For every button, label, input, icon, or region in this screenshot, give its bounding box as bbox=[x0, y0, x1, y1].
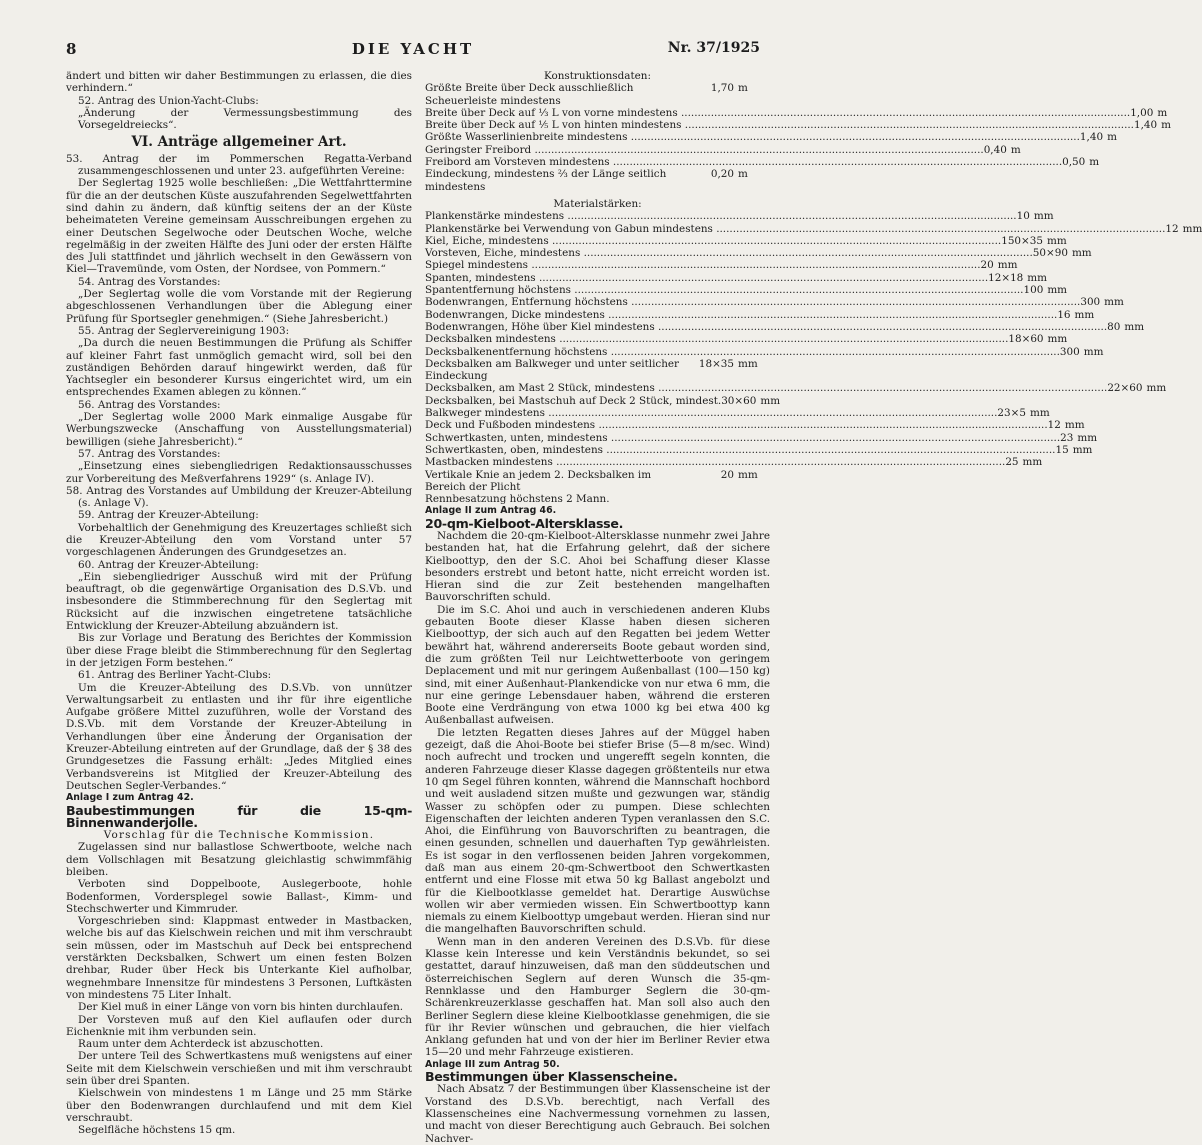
material-unit: mm bbox=[738, 357, 758, 370]
spec-label: Breite über Deck auf ⅕ L von hinten mindestens ..... bbox=[425, 119, 1134, 131]
material-label: Bodenwrangen, Dicke mindestens ..... bbox=[425, 309, 1057, 321]
material-unit: mm bbox=[997, 259, 1018, 272]
rule-paragraph: Zugelassen sind nur ballastlose Schwertboote, welche nach dem Vollschlagen mit Besatzung gleichlastig schwimmfähig bleiben. bbox=[66, 841, 412, 878]
spec-value: 0,20 bbox=[710, 168, 734, 181]
material-label: Kiel, Eiche, mindestens ..... bbox=[425, 235, 1001, 247]
material-row bbox=[425, 234, 1067, 247]
spec-row bbox=[425, 168, 770, 193]
material-unit: mm bbox=[1083, 345, 1104, 358]
spec-row bbox=[425, 119, 1171, 132]
motion-61-heading: 61. Antrag des Berliner Yacht-Clubs: bbox=[78, 669, 272, 682]
motion-57-heading: 57. Antrag des Vorstandes: bbox=[78, 447, 221, 460]
material-value: 300 bbox=[1059, 345, 1080, 358]
motion-56-body: „Der Seglertag wolle 2000 Mark einmalige Ausgabe für Werbungszwecke (Anschaffung von Ausstellungsmaterial) bewilligen (siehe Jahresbericht).“ bbox=[66, 411, 412, 448]
material-label: Schwertkasten, unten, mindestens ..... bbox=[425, 432, 1060, 444]
motion-59-heading: 59. Antrag der Kreuzer-Abteilung: bbox=[78, 509, 259, 522]
motion-57-body: „Einsetzung eines siebengliedrigen Redaktionsausschusses zur Vorbereitung des Meßverfahrens 1929“ (s. Anlage IV). bbox=[66, 460, 412, 485]
material-label: Balkweger mindestens ..... bbox=[425, 407, 997, 419]
material-value: 18×35 bbox=[698, 357, 734, 370]
material-value: 12 bbox=[1165, 222, 1179, 235]
material-row bbox=[425, 407, 1050, 420]
motion-52-heading: 52. Antrag des Union-Yacht-Clubs: bbox=[78, 94, 259, 107]
material-unit: mm bbox=[1046, 234, 1067, 247]
material-unit: mm bbox=[1124, 320, 1145, 333]
spec-label: Geringster Freibord ..... bbox=[425, 144, 984, 156]
paragraph: Wenn man in den anderen Vereinen des D.S.Vb. für diese Klasse kein Interesse und kein Verständnis bekundet, so sei gestattet, darauf hinzuweisen, daß man den süddeutschen und österreichischen Seglern auf deren Wunsch die 35-qm-Rennklasse und den Hamburger Seglern die 30-qm-Schärenkreuzerklasse geschaffen hat. Man soll also auch den Berliner Seglern diese kleine Kielbootklasse genehmigen, die sie für ihr Revier wünschen und gebrauchen, die hier vielfach Anklang gefunden hat und von der hier im Berliner Revier etwa 15—20 und mehr Fahrzeuge existieren. bbox=[425, 935, 770, 1059]
material-label: Decksbalken mindestens ..... bbox=[425, 333, 1008, 345]
material-label: Decksbalken, am Mast 2 Stück, mindestens ..... bbox=[425, 382, 1107, 394]
material-row bbox=[425, 210, 1054, 223]
material-value: 25 bbox=[1005, 456, 1019, 469]
material-row bbox=[425, 431, 1098, 444]
spec-value: 1,40 bbox=[1133, 119, 1158, 132]
material-value: 16 bbox=[1057, 308, 1071, 321]
rule-paragraph: Kielschwein von mindestens 1 m Länge und 25 mm Stärke über den Bodenwrangen durchlaufend und mit dem Kiel verschraubt. bbox=[66, 1087, 412, 1124]
annex-1-subtitle: Vorschlag für die Technische Kommission. bbox=[103, 829, 375, 842]
material-row bbox=[425, 259, 1018, 272]
rule-paragraph: Der untere Teil des Schwertkastens muß wenigstens auf einer Seite mit dem Kielschwein verschießen und mit ihm verschraubt sein über drei Spanten. bbox=[66, 1050, 412, 1088]
motion-55-body: „Da durch die neuen Bestimmungen die Prüfung als Schiffer auf kleiner Fahrt fast unmöglich gemacht wird, soll bei den zuständigen Behörden darauf hingewirkt werden, daß für Yachtsegler ein besonderer Kursus eingerichtet wird, um ein entsprechendes Examen ablegen zu können.“ bbox=[66, 337, 412, 399]
material-row bbox=[425, 358, 770, 383]
material-unit: mm bbox=[760, 394, 781, 407]
spec-unit: m bbox=[1089, 156, 1100, 169]
material-row bbox=[425, 320, 1145, 333]
material-value: 23 bbox=[1060, 431, 1074, 444]
material-label: Decksbalken, bei Mastschuh auf Deck 2 Stück, mindest. bbox=[425, 394, 722, 407]
material-value: 12×18 bbox=[988, 271, 1024, 284]
journal-title: DIE YACHT bbox=[351, 40, 475, 58]
spec-value: 0,50 bbox=[1062, 156, 1086, 169]
material-value: 100 bbox=[1023, 284, 1044, 297]
material-unit: mm bbox=[1047, 284, 1068, 297]
material-label: Plankenstärke mindestens ..... bbox=[425, 210, 1017, 222]
spec-row bbox=[425, 143, 1021, 156]
spec-row bbox=[425, 82, 770, 107]
material-heading: Materialstärken: bbox=[553, 197, 642, 210]
material-unit: mm bbox=[1033, 210, 1054, 223]
material-unit: mm bbox=[1074, 308, 1095, 321]
material-label: Deck und Fußboden mindestens ..... bbox=[425, 419, 1048, 431]
material-unit: mm bbox=[1077, 431, 1098, 444]
paragraph: Die im S.C. Ahoi und auch in verschiedenen anderen Klubs gebauten Boote dieser Klasse haben diesen sicheren Kielboottyp, der sich auch auf den Regatten bei jedem Wetter bewährt hat, während andererseits Boote gebaut worden sind, die zum größten Teil nur Leichtwetterboote von geringem Deplacement und mit nur geringem Außenballast (100—150 kg) sind, mit einer Außenhaut-Plankendicke von nur etwa 6 mm, die nur eine geringe Lebensdauer haben, während die ersteren Boote eine Verdrängung von etwa 1000 kg bei etwa 400 kg Außenballast aufweisen. bbox=[425, 603, 770, 727]
material-label: Spanten, mindestens ..... bbox=[425, 272, 988, 284]
motion-56-heading: 56. Antrag des Vorstandes: bbox=[78, 398, 221, 411]
material-label: Vertikale Knie an jedem 2. Decksbalken im Bereich der Plicht bbox=[425, 468, 652, 493]
construction-data-heading: Konstruktionsdaten: bbox=[543, 70, 652, 82]
spec-row bbox=[425, 106, 1168, 119]
spec-value: 1,40 bbox=[1079, 131, 1104, 144]
material-value: 30×60 bbox=[721, 394, 757, 407]
issue-number: Nr. 37/1925 bbox=[667, 40, 760, 56]
crew-rule: Rennbesatzung höchstens 2 Mann. bbox=[425, 493, 610, 506]
material-unit: mm bbox=[1047, 333, 1068, 346]
paragraph: Die letzten Regatten dieses Jahres auf der Müggel haben gezeigt, daß die Ahoi-Boote bei stiefer Brise (5—8 m/sec. Wind) noch aufrecht und trocken und ungerefft segeln konnten, die anderen Fahrzeuge dieser Klasse dagegen größtenteils nur etwa 10 qm Segel führen konnten, während die Mannschaft hochbord und weit ausladend sitzen mußte und gezwungen war, ständig Wasser zu schöpfen oder zu pumpen. Diese schlechten Eigenschaften der leichten anderen Typen veranlassen den S.C. Ahoi, die Einführung von Bauvorschriften zu beantragen, die einen gesunden, schnellen und dauerhaften Typ gewährleisten. Es ist sogar in den verflossenen beiden Jahren vorgekommen, daß man aus einem 20-qm-Schwertboot den Schwertkasten entfernt und eine Flosse mit etwa 50 kg Ballast angebolzt und für die Kielbootklasse gemeldet hat. Derartige Auswüchse wollen wir aber vermieden wissen. Ein Schwertboottyp kann niemals zu einem Kielboottyp umgebaut werden. Hieran sind nur die mangelhaften Bauvorschriften schuld. bbox=[425, 726, 770, 936]
material-label: Plankenstärke bei Verwendung von Gabun mindestens ..... bbox=[425, 223, 1165, 235]
spec-value: 1,70 bbox=[710, 82, 734, 95]
material-row bbox=[425, 271, 1048, 284]
spec-label: Freibord am Vorsteven mindestens ..... bbox=[425, 156, 1062, 168]
motion-53-heading: 53. Antrag der im Pommerschen Regatta-Verband zusammengeschlossenen und unter 23. aufgeführten Vereine: bbox=[66, 152, 412, 178]
material-row bbox=[425, 469, 770, 494]
motion-60-body-2: Bis zur Vorlage und Beratung des Berichtes der Kommission über diese Frage bleibt die Stimmberechnung für den Seglertag in der jetzigen Form bestehen.“ bbox=[66, 632, 412, 669]
material-row bbox=[425, 419, 1085, 432]
material-value: 22×60 bbox=[1107, 382, 1143, 395]
annex-1-title: Baubestimmungen für die 15-qm-Binnenwanderjolle. bbox=[66, 802, 412, 830]
material-value: 20 bbox=[980, 259, 994, 272]
paragraph: ändert und bitten wir daher Bestimmungen zu erlassen, die dies verhindern.“ bbox=[66, 70, 412, 95]
motion-60-heading: 60. Antrag der Kreuzer-Abteilung: bbox=[78, 558, 259, 571]
material-value: 10 bbox=[1016, 210, 1030, 223]
motion-54-body: „Der Seglertag wolle die vom Vorstande mit der Regierung abgeschlossenen Verhandlungen über die Ablegung einer Prüfung für Sportsegler genehmigen.“ (Siehe Jahresbericht.) bbox=[66, 288, 412, 325]
rule-paragraph: Der Kiel muß in einer Länge von vorn bis hinten durchlaufen. bbox=[78, 1001, 404, 1014]
paragraph: Nach Absatz 7 der Bestimmungen über Klassenscheine ist der Vorstand des D.S.Vb. berechtigt, nach Verfall des Klassenscheines eine Nachvermessung vornehmen zu lassen, und macht von dieser Berechtigung auch Gebrauch. Bei solchen Nachver- bbox=[425, 1083, 770, 1145]
section-heading: VI. Anträge allgemeiner Art. bbox=[131, 134, 347, 151]
rule-paragraph: Raum unter dem Achterdeck ist abzuschotten. bbox=[78, 1038, 324, 1051]
material-label: Mastbacken mindestens ..... bbox=[425, 456, 1005, 468]
spec-unit: m bbox=[1107, 131, 1117, 144]
rule-paragraph: Verboten sind Doppelboote, Auslegerboote, hohle Bodenformen, Vordersplegel sowie Ballast-, Kimm- und Stechschwerter und Kimmruder. bbox=[66, 878, 412, 915]
annex-3-title: Bestimmungen über Klassenscheine. bbox=[425, 1069, 678, 1085]
motion-54-heading: 54. Antrag des Vorstandes: bbox=[78, 275, 221, 288]
material-value: 12 bbox=[1047, 419, 1061, 432]
material-unit: mm bbox=[1182, 222, 1202, 235]
left-column bbox=[66, 70, 412, 1137]
spec-label: Eindeckung, mindestens ⅔ der Länge seitlich mindestens bbox=[425, 168, 667, 193]
spec-label: Größte Wasserlinienbreite mindestens ..... bbox=[425, 131, 1080, 143]
material-label: Spantentfernung höchstens ..... bbox=[425, 284, 1023, 296]
material-unit: mm bbox=[1027, 271, 1048, 284]
spec-row bbox=[425, 156, 1100, 169]
spec-unit: m bbox=[738, 168, 748, 181]
material-value: 18×60 bbox=[1008, 333, 1044, 346]
material-row bbox=[425, 394, 781, 407]
annex-2-label: Anlage II zum Antrag 46. bbox=[425, 505, 557, 517]
spec-label: Breite über Deck auf ⅓ L von vorne mindestens ..... bbox=[425, 107, 1130, 119]
material-label: Bodenwrangen, Höhe über Kiel mindestens ..... bbox=[425, 321, 1107, 333]
spec-label: Größte Breite über Deck ausschließlich Scheuerleiste mindestens bbox=[425, 82, 634, 107]
material-row bbox=[425, 443, 1093, 456]
construction-data-table bbox=[425, 82, 1171, 193]
material-row bbox=[425, 308, 1095, 321]
material-value: 80 bbox=[1107, 320, 1121, 333]
paragraph: Nachdem die 20-qm-Kielboot-Altersklasse nunmehr zwei Jahre bestanden hat, hat die Erfahrung gelehrt, daß der sichere Kielboottyp, den der S.C. Ahoi bei Schaffung dieser Klasse besonders erstrebt und betont hatte, nicht erreicht worden ist. Hieran sind die zur Zeit bestehenden mangelhaften Bauvorschriften schuld. bbox=[425, 529, 770, 604]
material-unit: mm bbox=[1022, 456, 1043, 469]
rule-paragraph: Vorgeschrieben sind: Klappmast entweder in Mastbacken, welche bis auf das Kielschwein reichen und mit ihm verschraubt sein müssen, oder im Mastschuh auf Deck bei entsprechend verstärkten Decksbalken, Schwert um einen festen Bolzen drehbar, Ruder über Heck bis Unterkante Kiel aufholbar, wegnehmbare Innensitze für mindestens 3 Personen, Luftkästen von mindestens 75 Liter Inhalt. bbox=[66, 915, 412, 1001]
material-unit: mm bbox=[1064, 419, 1085, 432]
material-value: 15 bbox=[1055, 443, 1069, 456]
material-unit: mm bbox=[1104, 296, 1124, 309]
material-row bbox=[425, 333, 1068, 346]
material-value: 50×90 bbox=[1032, 247, 1068, 260]
material-label: Schwertkasten, oben, mindestens ..... bbox=[425, 444, 1055, 456]
spec-unit: m bbox=[1010, 143, 1021, 156]
motion-60-body: „Ein siebengliedriger Ausschuß wird mit der Prüfung beauftragt, ob die gegenwärtige Organisation des D.S.Vb. und insbesondere die Stimmberechnung für den Seglertag mit Rücksicht auf die inzwischen eingetretene tatsächliche Entwicklung der Kreuzer-Abteilung abzuändern ist. bbox=[66, 570, 412, 633]
spec-value: 1,00 bbox=[1130, 106, 1154, 119]
material-row bbox=[425, 456, 1043, 469]
annex-1-label: Anlage I zum Antrag 42. bbox=[66, 792, 194, 804]
page-header bbox=[66, 40, 760, 62]
material-unit: mm bbox=[1071, 247, 1092, 260]
material-unit: mm bbox=[1072, 443, 1093, 456]
material-unit: mm bbox=[738, 468, 758, 481]
motion-53-body: Der Seglertag 1925 wolle beschließen: „Die Wettfahrttermine für die an der deutschen Küste auszufahrenden Segelwettfahrten sind dahin zu ändern, daß künftig seitens der an der Küste beheimateten Vereine gemeinsam Ausschreibungen ergehen zu einer Deutschen Segelwoche oder Deutschen Woche, welche regelmäßig in der zweiten Hälfte des Juni oder der ersten Hälfte des Juli stattfindet und jährlich wechselt in den Gewässern von Kiel—Travemünde, vom Osten, der Nordsee, von Pommern.“ bbox=[66, 177, 412, 276]
material-row bbox=[425, 247, 1092, 260]
material-row bbox=[425, 296, 1124, 309]
material-row bbox=[425, 382, 1167, 395]
material-value: 150×35 bbox=[1001, 234, 1043, 247]
material-unit: mm bbox=[1146, 382, 1167, 395]
material-label: Decksbalkenentfernung höchstens ..... bbox=[425, 346, 1060, 358]
material-row bbox=[425, 284, 1068, 297]
material-value: 20 bbox=[720, 468, 734, 481]
rule-paragraph: Segelfläche höchstens 15 qm. bbox=[78, 1124, 236, 1137]
spec-unit: m bbox=[1157, 106, 1168, 119]
material-label: Decksbalken am Balkweger und unter seitlicher Eindeckung bbox=[425, 357, 680, 383]
material-unit: mm bbox=[1029, 407, 1050, 420]
spec-value: 0,40 bbox=[983, 143, 1007, 156]
material-label: Spiegel mindestens ..... bbox=[425, 259, 981, 271]
motion-55-heading: 55. Antrag der Seglervereinigung 1903: bbox=[78, 324, 290, 337]
motion-61-body: Um die Kreuzer-Abteilung des D.S.Vb. von unnützer Verwaltungsarbeit zu entlasten und ihr für ihre eigentliche Aufgabe größere Mittel zuzuführen, wolle der Vorstand des D.S.Vb. mit dem Vorstande der Kreuzer-Abteilung in Verhandlungen über eine Änderung der Organisation der Kreuzer-Abteilung eintreten auf der Grundlage, daß der § 38 des Grundgesetzes die Fassung erhält: „Jedes Mitglied eines Verbandsvereins ist Mitglied der Kreuzer-Abteilung des Deutschen Segler-Verbandes.“ bbox=[66, 681, 412, 792]
spec-row bbox=[425, 131, 1117, 144]
annex-2-title: 20-qm-Kielboot-Altersklasse. bbox=[425, 515, 624, 531]
motion-52-body: „Änderung der Vermessungsbestimmung des Vorsegeldreiecks“. bbox=[78, 106, 412, 132]
material-label: Bodenwrangen, Entfernung höchstens ..... bbox=[425, 296, 1080, 308]
material-value: 23×5 bbox=[997, 407, 1026, 420]
annex-3-label: Anlage III zum Antrag 50. bbox=[425, 1058, 560, 1070]
material-row bbox=[425, 222, 1202, 235]
material-row bbox=[425, 345, 1104, 358]
rule-paragraph: Der Vorsteven muß auf den Kiel auflaufen oder durch Eichenknie mit ihm verbunden sein. bbox=[66, 1013, 412, 1038]
material-table bbox=[425, 210, 1202, 493]
page-number: 8 bbox=[66, 40, 77, 58]
material-label: Vorsteven, Eiche, mindestens ..... bbox=[425, 247, 1033, 259]
motion-58: 58. Antrag des Vorstandes auf Umbildung der Kreuzer-Abteilung (s. Anlage V). bbox=[66, 484, 412, 510]
motion-59-body: Vorbehaltlich der Genehmigung des Kreuzertages schließt sich die Kreuzer-Abteilung den vom Vorstand unter 57 vorgeschlagenen Änderungen des Grundgesetzes an. bbox=[66, 521, 412, 559]
right-column bbox=[425, 70, 1202, 1145]
spec-unit: m bbox=[1161, 119, 1171, 132]
material-value: 300 bbox=[1080, 296, 1101, 309]
spec-unit: m bbox=[738, 82, 748, 95]
